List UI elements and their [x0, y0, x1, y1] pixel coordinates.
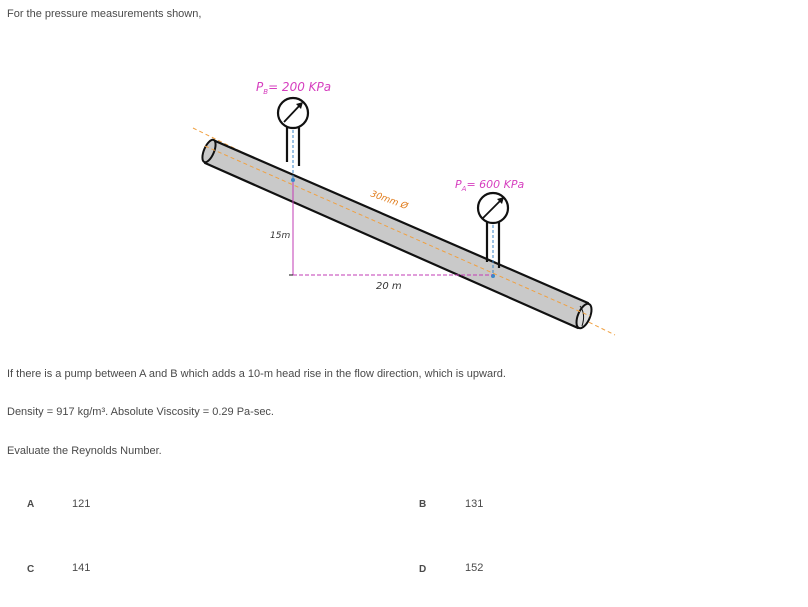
pressure-b-label: $P_B= 200$ KPa — [256, 80, 332, 96]
option-d-value: 152 — [465, 562, 484, 574]
height-label: 15m — [270, 231, 291, 241]
pipe-body — [205, 140, 588, 328]
option-c-letter: C — [27, 564, 35, 575]
option-b-letter: B — [419, 499, 427, 510]
option-d-letter: D — [419, 564, 427, 575]
pressure-a-label: $P_A= 600$ KPa — [455, 178, 525, 193]
question-line-3: Evaluate the Reynolds Number. — [7, 445, 162, 457]
option-c-value: 141 — [72, 562, 91, 574]
option-b-value: 131 — [465, 498, 484, 510]
option-a-value: 121 — [72, 498, 91, 510]
length-label: 20 m — [376, 281, 402, 292]
diameter-label: 30mm Ø — [368, 189, 409, 213]
option-a-letter: A — [27, 499, 35, 510]
question-line-2: Density = 917 kg/m³. Absolute Viscosity = 0.29 Pa-sec. — [7, 406, 274, 418]
question-line-1: If there is a pump between A and B which adds a 10-m head rise in the flow direction, which is upward. — [7, 368, 506, 380]
intro-text: For the pressure measurements shown, — [7, 8, 202, 20]
pipe-diagram — [190, 70, 620, 340]
